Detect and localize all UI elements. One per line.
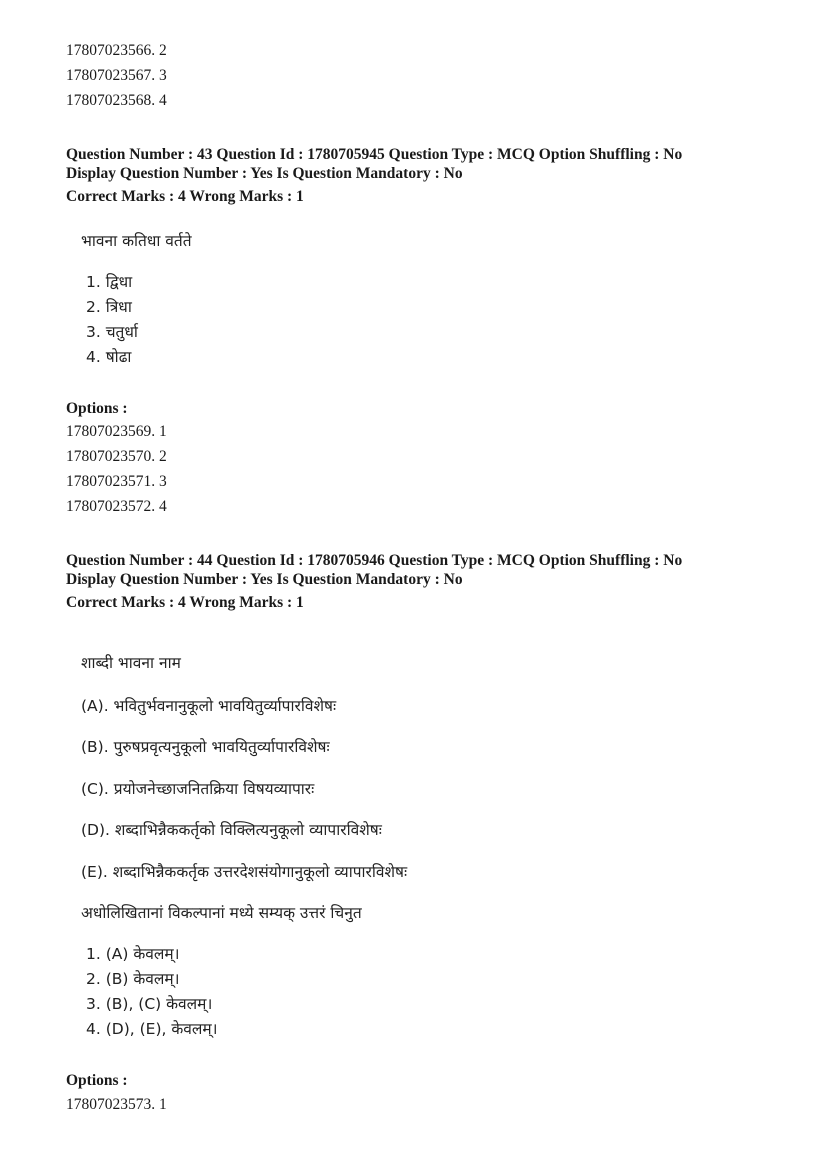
- options-label: Options :: [66, 400, 128, 417]
- statement: (B). पुरुषप्रवृत्यनुकूलो भावयितुर्व्यापारविशेषः: [81, 738, 330, 756]
- answer-choice: 4. (D), (E), केवलम्।: [86, 1020, 218, 1038]
- answer-choice: 3. (B), (C) केवलम्।: [86, 995, 213, 1013]
- question-text: शाब्दी भावना नाम: [81, 654, 181, 672]
- question-header: Display Question Number : Yes Is Question Mandatory : No: [66, 165, 463, 182]
- question-text: भावना कतिधा वर्तते: [81, 232, 192, 250]
- answer-choice: 1. द्विधा: [86, 273, 133, 291]
- answer-choice: 2. (B) केवलम्।: [86, 970, 180, 988]
- option-row: 17807023570. 2: [66, 448, 167, 465]
- option-row: 17807023572. 4: [66, 498, 167, 515]
- answer-choice: 1. (A) केवलम्।: [86, 945, 180, 963]
- answer-choice: 4. षोढा: [86, 348, 132, 366]
- options-label: Options :: [66, 1072, 128, 1089]
- statement: (E). शब्दाभिन्नैककर्तृक उत्तरदेशसंयोगानुकूलो व्यापारविशेषः: [81, 863, 408, 881]
- option-row: 17807023566. 2: [66, 42, 167, 59]
- answer-choice: 2. त्रिधा: [86, 298, 132, 316]
- question-header: Question Number : 43 Question Id : 1780705945 Question Type : MCQ Option Shuffling : No: [66, 146, 683, 163]
- option-row: 17807023569. 1: [66, 423, 167, 440]
- option-row: 17807023567. 3: [66, 67, 167, 84]
- option-row: 17807023571. 3: [66, 473, 167, 490]
- statement: (C). प्रयोजनेच्छाजनितक्रिया विषयव्यापारः: [81, 780, 315, 798]
- option-row: 17807023573. 1: [66, 1096, 167, 1113]
- statement: (A). भवितुर्भवनानुकूलो भावयितुर्व्यापारविशेषः: [81, 697, 337, 715]
- statement: (D). शब्दाभिन्नैककर्तृको विक्लित्यनुकूलो व्यापारविशेषः: [81, 821, 382, 839]
- marks-line: Correct Marks : 4 Wrong Marks : 1: [66, 594, 304, 611]
- option-row: 17807023568. 4: [66, 92, 167, 109]
- instruction-text: अधोलिखितानां विकल्पानां मध्ये सम्यक् उत्तरं चिनुत: [81, 904, 362, 922]
- question-header: Question Number : 44 Question Id : 1780705946 Question Type : MCQ Option Shuffling : No: [66, 552, 683, 569]
- marks-line: Correct Marks : 4 Wrong Marks : 1: [66, 188, 304, 205]
- question-header: Display Question Number : Yes Is Question Mandatory : No: [66, 571, 463, 588]
- answer-choice: 3. चतुर्धा: [86, 323, 138, 341]
